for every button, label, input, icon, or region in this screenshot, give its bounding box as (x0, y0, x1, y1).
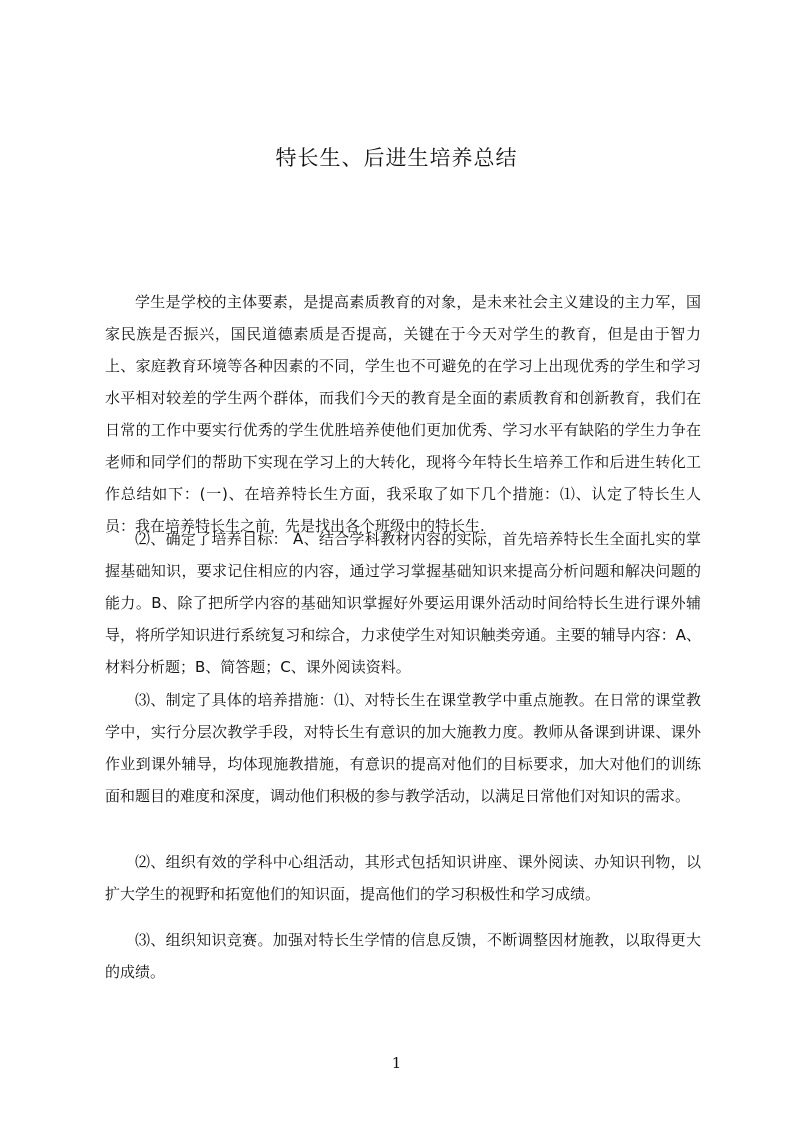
paragraph-training-goals: ⑵、确定了培养目标： A、结合学科教材内容的实际，首先培养特长生全面扎实的掌握基础知识，要求记住相应的内容，通过学习掌握基础知识来提高分析问题和解决问题的能力。B、除了把所学内容的基础知识掌握好外要运用课外活动时间给特长生进行课外辅导，将所学知识进行系统复习和综合，力求使学生对知识触类旁通。主要的辅导内容：A、材料分析题；B、简答题；C、课外阅读资料。 (105, 530, 701, 676)
paragraph-training-measures: ⑶、制定了具体的培养措施：⑴、对特长生在课堂教学中重点施教。在日常的课堂教学中，实行分层次教学手段，对特长生有意识的加大施教力度。教师从备课到讲课、课外作业到课外辅导，均体现施教措施，有意识的提高对他们的目标要求，加大对他们的训练面和题目的难度和深度，调动他们积极的参与教学活动，以满足日常他们对知识的需求。 (105, 691, 701, 805)
paragraph-knowledge-contest: ⑶、组织知识竞赛。加强对特长生学情的信息反馈，不断调整因材施教，以取得更大的成绩。 (105, 931, 701, 981)
page-number: 1 (391, 1054, 402, 1072)
paragraph-subject-activities: ⑵、组织有效的学科中心组活动，其形式包括知识讲座、课外阅读、办知识刊物，以扩大学生的视野和拓宽他们的知识面，提高他们的学习积极性和学习成绩。 (105, 853, 701, 903)
document-title: 特长生、后进生培养总结 (275, 146, 518, 170)
paragraph-introduction: 学生是学校的主体要素，是提高素质教育的对象，是未来社会主义建设的主力军，国家民族是否振兴，国民道德素质是否提高，关键在于今天对学生的教育，但是由于智力上、家庭教育环境等各种因素的不同，学生也不可避免的在学习上出现优秀的学生和学习水平相对较差的学生两个群体，而我们今天的教育是全面的素质教育和创新教育，我们在日常的工作中要实行优秀的学生优胜培养使他们更加优秀、学习水平有缺陷的学生力争在老师和同学们的帮助下实现在学习上的大转化，现将今年特长生培养工作和后进生转化工作总结如下：(一)、在培养特长生方面，我采取了如下几个措施：⑴、认定了特长生人员：我在培养特长生之前，先是找出各个班级中的特长生. (105, 293, 701, 535)
